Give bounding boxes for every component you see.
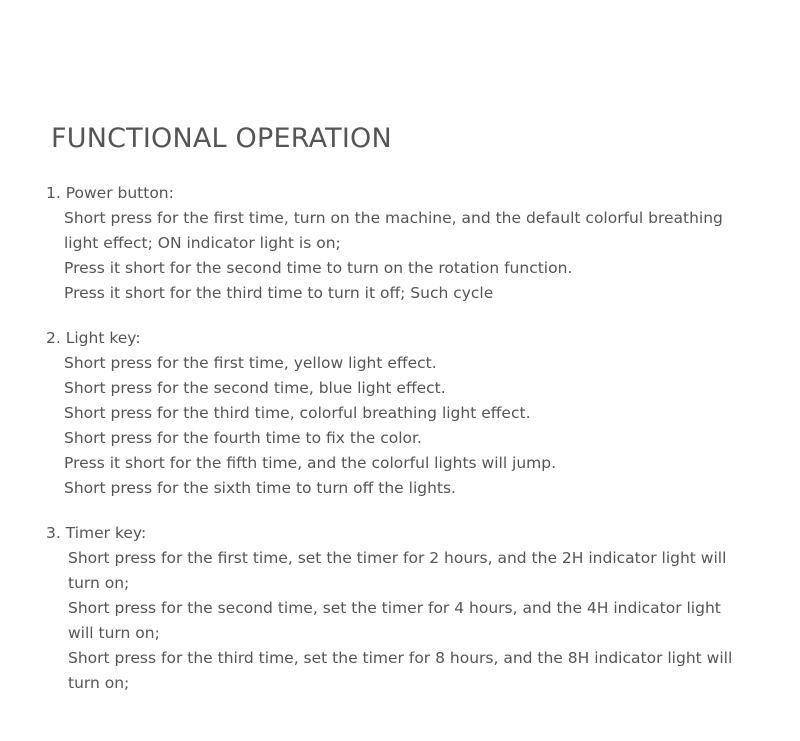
section-power-button <box>46 181 746 306</box>
instruction-line: Short press for the second time, set the timer for 4 hours, and the 4H indicator light will turn on; <box>68 599 721 642</box>
instruction-line: Short press for the first time, turn on the machine, and the default colorful breathing light effect; ON indicator light is on; <box>64 209 723 252</box>
section-light-key <box>46 326 746 501</box>
instruction-line: Short press for the third time, colorful breathing light effect. <box>64 404 531 422</box>
section-lines <box>46 206 746 306</box>
instruction-line: Short press for the fourth time to fix the color. <box>64 429 422 447</box>
page-title: FUNCTIONAL OPERATION <box>51 123 392 154</box>
instruction-line: Short press for the sixth time to turn off the lights. <box>64 479 456 497</box>
instruction-line: Short press for the first time, set the timer for 2 hours, and the 2H indicator light will turn on; <box>68 549 727 592</box>
instruction-line: Short press for the second time, blue light effect. <box>64 379 446 397</box>
section-heading: 1. Power button: <box>46 184 174 202</box>
section-heading: 2. Light key: <box>46 329 141 347</box>
section-lines <box>46 546 746 696</box>
section-timer-key <box>46 521 746 696</box>
instruction-line: Short press for the third time, set the timer for 8 hours, and the 8H indicator light will turn on; <box>68 649 733 692</box>
instruction-line: Short press for the first time, yellow light effect. <box>64 354 437 372</box>
section-heading: 3. Timer key: <box>46 524 147 542</box>
instruction-line: Press it short for the fifth time, and the colorful lights will jump. <box>64 454 557 472</box>
instruction-line: Press it short for the third time to turn it off; Such cycle <box>64 284 494 302</box>
instruction-line: Press it short for the second time to turn on the rotation function. <box>64 259 573 277</box>
section-lines <box>46 351 746 501</box>
